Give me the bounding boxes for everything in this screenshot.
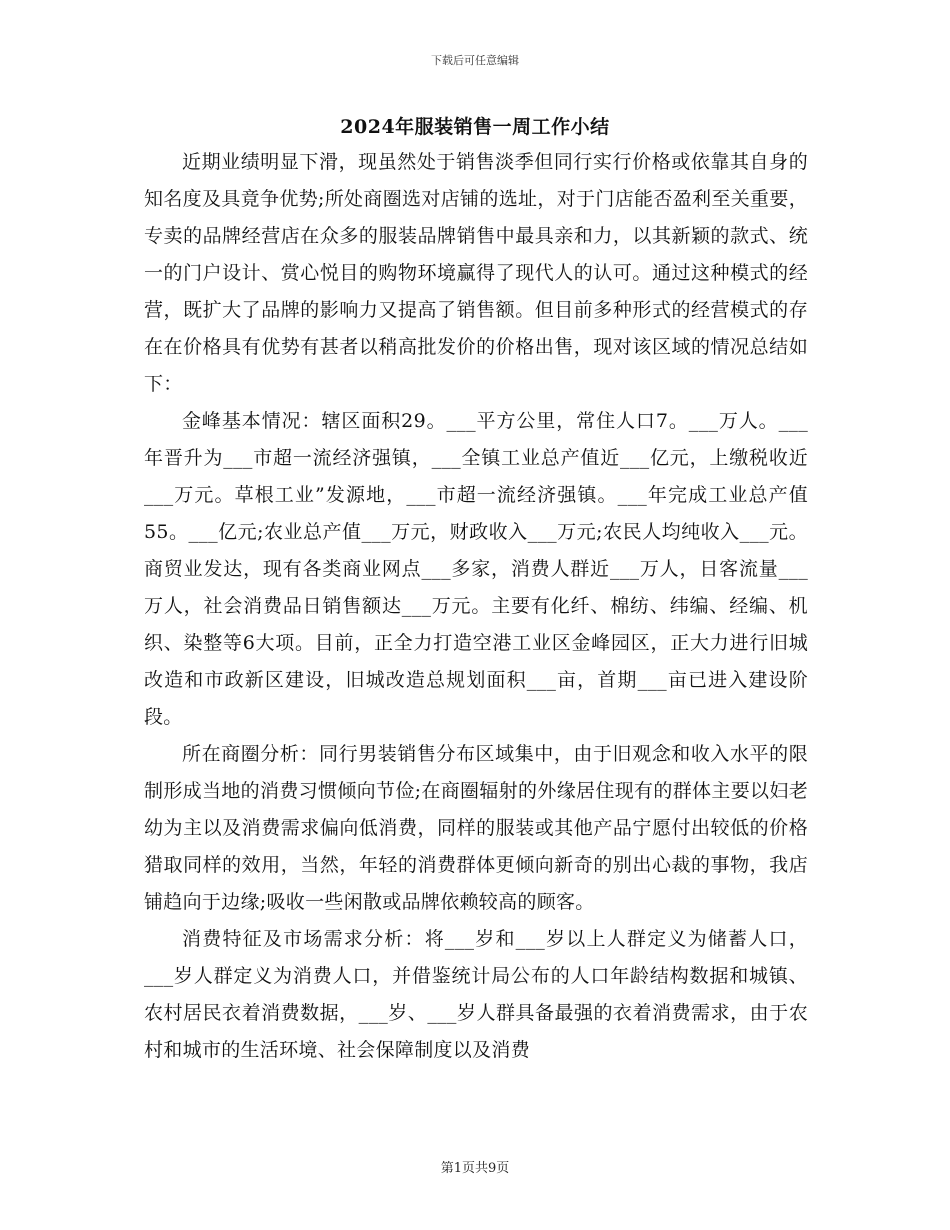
paragraph-business-circle: 所在商圈分析：同行男装销售分布区域集中，由于旧观念和收入水平的限制形成当地的消费习惯倾向节俭;在商圈辐射的外缘居住现有的群体主要以妇老幼为主以及消费需求偏向低消费，同样的服装或其他产品宁愿付出较低的价格猎取同样的效用，当然，年轻的消费群体更倾向新奇的别出心裁的事物，我店铺趋向于边缘;吸收一些闲散或品牌依赖较高的顾客。 (144, 743, 808, 913)
page-header-note: 下载后可任意编辑 (431, 54, 519, 67)
page-number-footer: 第1页共9页 (440, 1161, 510, 1176)
paragraph-intro: 近期业绩明显下滑，现虽然处于销售淡季但同行实行价格或依靠其自身的知名度及具竟争优势;所处商圈选对店铺的选址，对于门店能否盈利至关重要，专卖的品牌经营店在众多的服装品牌销售中最具亲和力，以其新颖的款式、统一的门户设计、赏心悦目的购物环境赢得了现代人的认可。通过这种模式的经营，既扩大了品牌的影响力又提高了销售额。但目前多种形式的经营模式的存在在价格具有优势有甚者以稍高批发价的价格出售，现对该区域的情况总结如下： (144, 151, 808, 395)
paragraph-basic-situation: 金峰基本情况：辖区面积29。___平方公里，常住人口7。___万人。___年晋升为___市超一流经济强镇，___全镇工业总产值近___亿元，上缴税收近___万元。草根工业”发源地，___市超一流经济强镇。___年完成工业总产值55。___亿元;农业总产值___万元，财政收入___万元;农民人均纯收入___元。商贸业发达，现有各类商业网点___多家，消费人群近___万人，日客流量___万人，社会消费品日销售额达___万元。主要有化纤、棉纺、纬编、经编、机织、染整等6大项。目前，正全力打造空港工业区金峰园区，正大力进行旧城改造和市政新区建设，旧城改造总规划面积___亩，首期___亩已进入建设阶段。 (144, 410, 808, 728)
document-title: 2024年服装销售一周工作小结 (340, 116, 610, 138)
paragraph-consumption-analysis: 消费特征及市场需求分析：将___岁和___岁以上人群定义为储蓄人口，___岁人群定义为消费人口，并借鉴统计局公布的人口年龄结构数据和城镇、农村居民衣着消费数据，___岁、___岁人群具备最强的衣着消费需求，由于农村和城市的生活环境、社会保障制度以及消费 (144, 928, 808, 1061)
document-body (144, 144, 808, 1069)
